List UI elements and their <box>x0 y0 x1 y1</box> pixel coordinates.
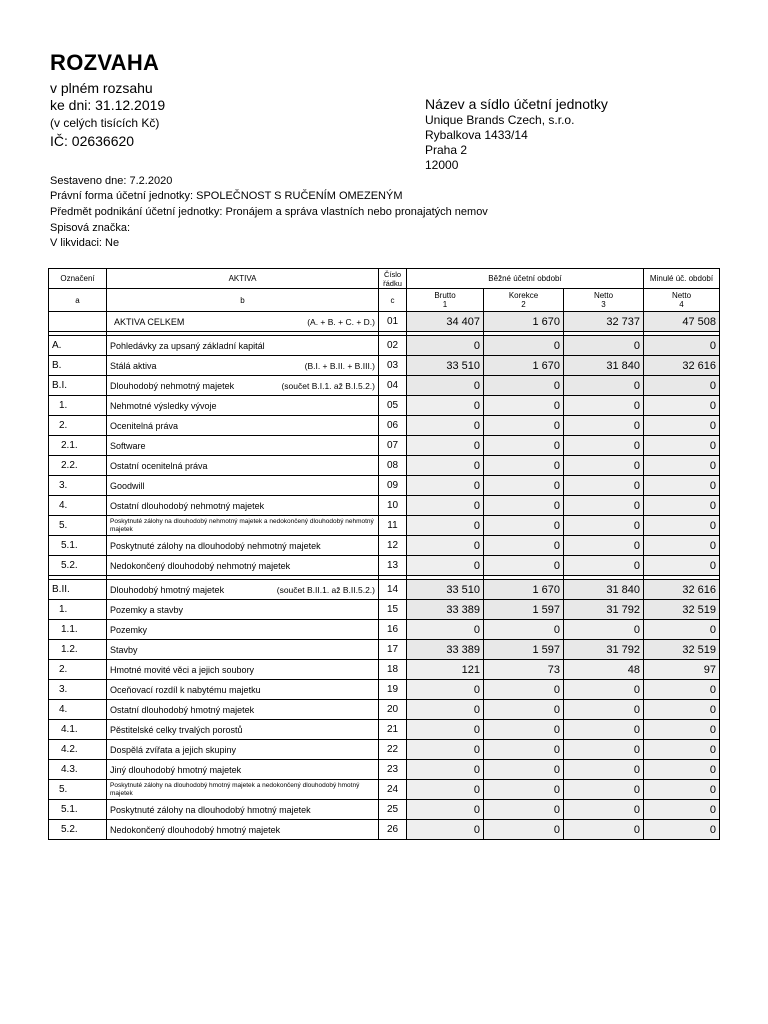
value-netto: 48 <box>564 660 644 680</box>
row-code: 3. <box>49 680 107 700</box>
subtitle: v plném rozsahu <box>50 80 153 96</box>
row-description <box>107 580 379 600</box>
row-description <box>107 760 379 780</box>
value-prior: 0 <box>644 436 720 456</box>
row-number: 17 <box>379 640 407 660</box>
value-korekce: 0 <box>484 536 564 556</box>
value-brutto: 0 <box>407 780 484 800</box>
value-prior: 0 <box>644 820 720 840</box>
row-number: 09 <box>379 476 407 496</box>
value-prior: 0 <box>644 556 720 576</box>
col-header-c: c <box>379 289 407 312</box>
value-brutto: 121 <box>407 660 484 680</box>
row-number: 26 <box>379 820 407 840</box>
value-netto: 0 <box>564 720 644 740</box>
row-number: 01 <box>379 312 407 332</box>
business-subject: Předmět podnikání účetní jednotky: Pronájem a správa vlastních nebo pronajatých nemov <box>50 206 488 218</box>
value-netto: 32 737 <box>564 312 644 332</box>
row-description-text: Nehmotné výsledky vývoje <box>110 400 217 411</box>
value-brutto: 34 407 <box>407 312 484 332</box>
value-brutto: 0 <box>407 820 484 840</box>
row-description-text: Hmotné movité věci a jejich soubory <box>110 664 255 675</box>
table-row <box>49 436 720 456</box>
row-description <box>107 416 379 436</box>
row-number: 14 <box>379 580 407 600</box>
row-description-text: Pozemky a stavby <box>110 604 184 615</box>
table-row <box>49 760 720 780</box>
row-description <box>107 700 379 720</box>
row-number: 19 <box>379 680 407 700</box>
value-netto: 0 <box>564 336 644 356</box>
row-code: 1.1. <box>49 620 107 640</box>
row-description-text: Pohledávky za upsaný základní kapitál <box>110 340 265 351</box>
value-prior: 0 <box>644 396 720 416</box>
row-number: 06 <box>379 416 407 436</box>
row-number: 13 <box>379 556 407 576</box>
table-row <box>49 336 720 356</box>
row-number: 03 <box>379 356 407 376</box>
value-netto: 0 <box>564 740 644 760</box>
row-description <box>107 800 379 820</box>
value-brutto: 0 <box>407 680 484 700</box>
row-description <box>107 740 379 760</box>
table-row <box>49 496 720 516</box>
value-netto: 31 792 <box>564 600 644 620</box>
value-netto: 0 <box>564 416 644 436</box>
value-prior: 0 <box>644 620 720 640</box>
row-formula: (B.I. + B.II. + B.III.) <box>304 360 375 371</box>
value-korekce: 1 670 <box>484 356 564 376</box>
row-description <box>107 456 379 476</box>
row-description <box>107 312 379 332</box>
value-netto: 0 <box>564 536 644 556</box>
row-code: 2.2. <box>49 456 107 476</box>
table-row <box>49 356 720 376</box>
row-number: 16 <box>379 620 407 640</box>
value-brutto: 0 <box>407 496 484 516</box>
value-prior: 0 <box>644 496 720 516</box>
value-korekce: 73 <box>484 660 564 680</box>
row-code: 5.2. <box>49 556 107 576</box>
value-prior: 0 <box>644 760 720 780</box>
row-description <box>107 436 379 456</box>
row-description-text: Ocenitelná práva <box>110 420 179 431</box>
row-description <box>107 660 379 680</box>
row-number: 08 <box>379 456 407 476</box>
value-netto: 0 <box>564 396 644 416</box>
value-brutto: 0 <box>407 536 484 556</box>
col-header-a: a <box>49 289 107 312</box>
col-header-prior: Minulé úč. období <box>644 269 720 289</box>
units-note: (v celých tisících Kč) <box>50 116 160 130</box>
value-netto: 0 <box>564 620 644 640</box>
value-brutto: 0 <box>407 436 484 456</box>
row-code: 4.1. <box>49 720 107 740</box>
row-description-text: Nedokončený dlouhodobý nehmotný majetek <box>110 560 291 571</box>
row-description <box>107 516 379 536</box>
row-description-text: Poskytnuté zálohy na dlouhodobý hmotný majetek <box>110 804 311 815</box>
row-description-text: Dospělá zvířata a jejich skupiny <box>110 744 237 755</box>
value-netto: 0 <box>564 456 644 476</box>
row-code: 5.1. <box>49 536 107 556</box>
value-korekce: 1 597 <box>484 600 564 620</box>
table-row <box>49 620 720 640</box>
value-netto: 0 <box>564 376 644 396</box>
table-row <box>49 536 720 556</box>
value-brutto: 0 <box>407 720 484 740</box>
value-korekce: 0 <box>484 740 564 760</box>
row-number: 11 <box>379 516 407 536</box>
col-header-rowno: Číslo řádku <box>379 269 407 289</box>
value-netto: 0 <box>564 760 644 780</box>
value-prior: 0 <box>644 740 720 760</box>
row-description <box>107 680 379 700</box>
row-description-text: Pozemky <box>110 624 148 635</box>
value-brutto: 0 <box>407 800 484 820</box>
row-code: 2. <box>49 660 107 680</box>
value-korekce: 0 <box>484 680 564 700</box>
value-korekce: 0 <box>484 760 564 780</box>
row-code: 1.2. <box>49 640 107 660</box>
row-description-text: Ostatní dlouhodobý nehmotný majetek <box>110 500 265 511</box>
table-row <box>49 680 720 700</box>
value-brutto: 33 389 <box>407 640 484 660</box>
ico-number: IČ: 02636620 <box>50 133 135 149</box>
row-description <box>107 600 379 620</box>
value-brutto: 0 <box>407 760 484 780</box>
file-mark: Spisová značka: <box>50 222 131 234</box>
value-netto: 31 840 <box>564 580 644 600</box>
value-netto: 0 <box>564 680 644 700</box>
row-description-text: Stavby <box>110 644 138 655</box>
table-row <box>49 720 720 740</box>
value-netto: 31 840 <box>564 356 644 376</box>
row-description <box>107 396 379 416</box>
row-code: 2. <box>49 416 107 436</box>
entity-zip: 12000 <box>425 158 459 172</box>
col-header-current: Běžné účetní období <box>407 269 644 289</box>
value-korekce: 0 <box>484 556 564 576</box>
row-number: 24 <box>379 780 407 800</box>
value-netto: 0 <box>564 800 644 820</box>
balance-sheet-table <box>48 268 720 840</box>
entity-heading: Název a sídlo účetní jednotky <box>425 96 608 112</box>
table-row <box>49 476 720 496</box>
col-header-b: b <box>107 289 379 312</box>
entity-street: Rybalkova 1433/14 <box>425 128 528 142</box>
row-description-text: AKTIVA CELKEM <box>114 316 185 327</box>
value-korekce: 0 <box>484 376 564 396</box>
value-brutto: 0 <box>407 556 484 576</box>
row-number: 22 <box>379 740 407 760</box>
value-netto: 0 <box>564 556 644 576</box>
row-code: 3. <box>49 476 107 496</box>
value-korekce: 0 <box>484 700 564 720</box>
row-description-text: Goodwill <box>110 480 145 491</box>
row-number: 10 <box>379 496 407 516</box>
value-korekce: 0 <box>484 820 564 840</box>
value-brutto: 33 510 <box>407 356 484 376</box>
value-prior: 0 <box>644 456 720 476</box>
value-prior: 0 <box>644 780 720 800</box>
table-row <box>49 660 720 680</box>
value-brutto: 0 <box>407 740 484 760</box>
row-number: 23 <box>379 760 407 780</box>
row-number: 07 <box>379 436 407 456</box>
row-description-text: Ostatní ocenitelná práva <box>110 460 208 471</box>
row-description <box>107 780 379 800</box>
value-prior: 0 <box>644 416 720 436</box>
row-description-text: Oceňovací rozdíl k nabytému majetku <box>110 684 261 695</box>
row-number: 25 <box>379 800 407 820</box>
row-code: A. <box>49 336 107 356</box>
row-description <box>107 536 379 556</box>
row-description-text: Jiný dlouhodobý hmotný majetek <box>110 764 242 775</box>
row-number: 15 <box>379 600 407 620</box>
row-code: 4.3. <box>49 760 107 780</box>
value-netto: 0 <box>564 780 644 800</box>
value-korekce: 1 670 <box>484 580 564 600</box>
table-row <box>49 580 720 600</box>
table-row <box>49 456 720 476</box>
value-prior: 0 <box>644 336 720 356</box>
header-row-1 <box>49 269 720 289</box>
value-korekce: 0 <box>484 516 564 536</box>
header-row-2 <box>49 289 720 312</box>
row-number: 12 <box>379 536 407 556</box>
legal-form: Právní forma účetní jednotky: SPOLEČNOST S RUČENÍM OMEZENÝM <box>50 190 403 202</box>
row-number: 04 <box>379 376 407 396</box>
value-korekce: 0 <box>484 396 564 416</box>
row-code: B. <box>49 356 107 376</box>
value-netto: 0 <box>564 496 644 516</box>
value-netto: 31 792 <box>564 640 644 660</box>
value-brutto: 0 <box>407 516 484 536</box>
value-netto: 0 <box>564 476 644 496</box>
value-brutto: 0 <box>407 336 484 356</box>
value-korekce: 0 <box>484 416 564 436</box>
row-description-text: Poskytnuté zálohy na dlouhodobý nehmotný majetek a nedokončený dlouhodobý nehmotný majetek <box>110 517 374 533</box>
value-netto: 0 <box>564 436 644 456</box>
value-korekce: 0 <box>484 436 564 456</box>
row-number: 20 <box>379 700 407 720</box>
row-code: 4.2. <box>49 740 107 760</box>
value-brutto: 0 <box>407 416 484 436</box>
value-brutto: 0 <box>407 476 484 496</box>
row-code: 1. <box>49 396 107 416</box>
value-korekce: 0 <box>484 800 564 820</box>
value-prior: 0 <box>644 536 720 556</box>
value-prior: 47 508 <box>644 312 720 332</box>
table-row <box>49 600 720 620</box>
row-code: 1. <box>49 600 107 620</box>
value-brutto: 0 <box>407 396 484 416</box>
liquidation-status: V likvidaci: Ne <box>50 237 120 249</box>
row-description <box>107 556 379 576</box>
row-description <box>107 496 379 516</box>
row-formula: (součet B.II.1. až B.II.5.2.) <box>276 584 375 595</box>
table-row <box>49 312 720 332</box>
row-description <box>107 476 379 496</box>
value-korekce: 0 <box>484 620 564 640</box>
table-row <box>49 800 720 820</box>
table-row <box>49 820 720 840</box>
value-prior: 0 <box>644 700 720 720</box>
table-row <box>49 640 720 660</box>
value-korekce: 1 597 <box>484 640 564 660</box>
value-prior: 0 <box>644 680 720 700</box>
row-number: 05 <box>379 396 407 416</box>
value-prior: 0 <box>644 376 720 396</box>
row-description <box>107 376 379 396</box>
row-code: 4. <box>49 496 107 516</box>
value-prior: 32 519 <box>644 600 720 620</box>
row-description <box>107 336 379 356</box>
value-prior: 32 616 <box>644 356 720 376</box>
row-description-text: Ostatní dlouhodobý hmotný majetek <box>110 704 255 715</box>
row-description-text: Dlouhodobý nehmotný majetek <box>110 380 235 391</box>
page-title: ROZVAHA <box>50 50 160 75</box>
row-description <box>107 356 379 376</box>
compiled-date: Sestaveno dne: 7.2.2020 <box>50 175 173 187</box>
value-prior: 32 519 <box>644 640 720 660</box>
value-korekce: 0 <box>484 456 564 476</box>
value-brutto: 33 389 <box>407 600 484 620</box>
value-prior: 0 <box>644 800 720 820</box>
row-description-text: Poskytnuté zálohy na dlouhodobý hmotný majetek a nedokončený dlouhodobý hmotný majetek <box>110 781 360 797</box>
table-row <box>49 376 720 396</box>
value-brutto: 0 <box>407 376 484 396</box>
row-formula: (součet B.I.1. až B.I.5.2.) <box>281 380 375 391</box>
value-korekce: 0 <box>484 720 564 740</box>
value-prior: 32 616 <box>644 580 720 600</box>
row-code: 2.1. <box>49 436 107 456</box>
entity-city: Praha 2 <box>425 143 468 157</box>
value-netto: 0 <box>564 820 644 840</box>
row-description <box>107 640 379 660</box>
row-code: 5.1. <box>49 800 107 820</box>
value-korekce: 0 <box>484 496 564 516</box>
table-row <box>49 396 720 416</box>
value-brutto: 33 510 <box>407 580 484 600</box>
row-description <box>107 820 379 840</box>
table-row <box>49 740 720 760</box>
row-description <box>107 620 379 640</box>
row-code: 4. <box>49 700 107 720</box>
col-header-brutto: Brutto 1 <box>407 289 484 312</box>
row-code: 5. <box>49 780 107 800</box>
value-prior: 97 <box>644 660 720 680</box>
col-header-netto-prior: Netto 4 <box>644 289 720 312</box>
entity-name: Unique Brands Czech, s.r.o. <box>425 113 575 127</box>
row-description-text: Stálá aktiva <box>110 360 157 371</box>
table-row <box>49 556 720 576</box>
value-prior: 0 <box>644 476 720 496</box>
row-number: 02 <box>379 336 407 356</box>
table-row <box>49 416 720 436</box>
col-header-korekce: Korekce 2 <box>484 289 564 312</box>
table-row <box>49 780 720 800</box>
value-netto: 0 <box>564 516 644 536</box>
value-brutto: 0 <box>407 700 484 720</box>
row-code <box>49 312 107 332</box>
row-description-text: Software <box>110 440 146 451</box>
value-brutto: 0 <box>407 620 484 640</box>
value-prior: 0 <box>644 720 720 740</box>
col-header-code: Označení <box>49 269 107 289</box>
col-header-aktiva: AKTIVA <box>107 269 379 289</box>
row-code: 5. <box>49 516 107 536</box>
table-row <box>49 700 720 720</box>
row-number: 21 <box>379 720 407 740</box>
row-code: 5.2. <box>49 820 107 840</box>
row-formula: (A. + B. + C. + D.) <box>307 316 375 327</box>
row-description-text: Poskytnuté zálohy na dlouhodobý nehmotný majetek <box>110 540 321 551</box>
balance-date: ke dni: 31.12.2019 <box>50 97 166 113</box>
row-number: 18 <box>379 660 407 680</box>
value-korekce: 0 <box>484 780 564 800</box>
row-description-text: Nedokončený dlouhodobý hmotný majetek <box>110 824 281 835</box>
value-korekce: 1 670 <box>484 312 564 332</box>
row-code: B.II. <box>49 580 107 600</box>
row-description-text: Pěstitelské celky trvalých porostů <box>110 724 243 735</box>
value-netto: 0 <box>564 700 644 720</box>
row-description-text: Dlouhodobý hmotný majetek <box>110 584 225 595</box>
value-brutto: 0 <box>407 456 484 476</box>
table-row <box>49 516 720 536</box>
value-korekce: 0 <box>484 336 564 356</box>
row-code: B.I. <box>49 376 107 396</box>
value-korekce: 0 <box>484 476 564 496</box>
col-header-netto: Netto 3 <box>564 289 644 312</box>
row-description <box>107 720 379 740</box>
value-prior: 0 <box>644 516 720 536</box>
